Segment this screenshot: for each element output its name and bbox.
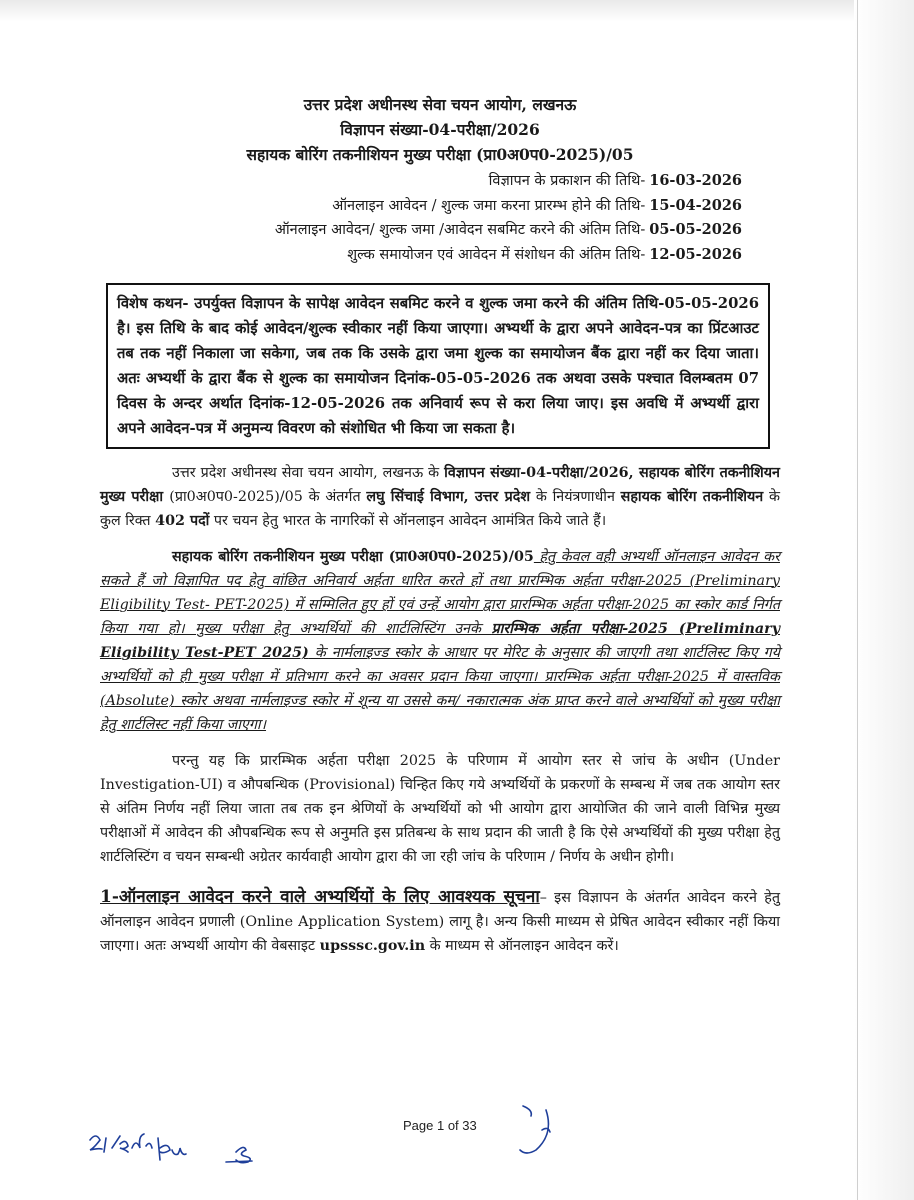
para1-text-1: उत्तर प्रदेश अधीनस्थ सेवा चयन आयोग, लखनऊ के bbox=[172, 465, 445, 481]
para1-text-5: पर चयन हेतु भारत के नागरिकों से ऑनलाइन आवेदन आमंत्रित किये जाते हैं। bbox=[209, 513, 607, 529]
officer-signature bbox=[520, 1106, 550, 1153]
initials-signature bbox=[158, 1138, 252, 1163]
date-row-modification-end bbox=[100, 243, 780, 268]
page-number: Page 1 of 33 bbox=[403, 1118, 477, 1133]
special-notice-box: विशेष कथन- उपर्युक्त विज्ञापन के सापेक्ष आवेदन सबमिट करने व शुल्क जमा करने की अंतिम तिथि-05-05-2026 है। इस तिथि के बाद कोई आवेदन/शुल्क स्वीकार नहीं किया जाएगा। अभ्यर्थी के द्वारा अपने आवेदन-पत्र का प्रिंटआउट तब तक नहीं निकाला जा सकेगा, जब तक कि उसके द्वारा जमा शुल्क का समायोजन बैंक द्वारा नहीं कर दिया जाता। अतः अभ्यर्थी के द्वारा बैंक से शुल्क का समायोजन दिनांक-05-05-2026 तक अथवा उसके पश्चात विलम्बतम 07 दिवस के अन्दर अर्थात दिनांक-12-05-2026 तक अनिवार्य रूप से करा लिया जाए। इस अवधि में अभ्यर्थी द्वारा अपने आवेदन-पत्र में अनुमन्य विवरण को संशोधित भी किया जा सकता है। bbox=[106, 283, 770, 449]
para2-text-2: में सम्मिलित हुए हों एवं उन्हें आयोग द्वारा प्रारम्भिक अर्हता परीक्षा-2025 का स्कोर कार्ड निर्गत किया गया हो। मुख्य परीक्षा हेतु अभ्यर्थियों की शार्टलिस्टिंग उनके bbox=[100, 597, 780, 637]
para2-exam-name: सहायक बोरिंग तकनीशियन मुख्य परीक्षा (प्रा0अ0प0-2025)/05 bbox=[172, 549, 534, 565]
para1-text-4: के कुल रिक्त bbox=[100, 489, 780, 529]
exam-title: सहायक बोरिंग तकनीशियन मुख्य परीक्षा (प्रा0अ0प0-2025)/05 bbox=[246, 145, 634, 164]
section-text-1: – इस विज्ञापन के अंतर्गत आवेदन करने हेतु ऑनलाइन आवेदन प्रणाली (Online Application System) लागू है। अन्य किसी माध्यम से प्रेषित आवेदन स्वीकार नहीं किया जाएगा। अतः अभ्यर्थी आयोग की वेबसाइट bbox=[100, 890, 781, 954]
provisional-paragraph: परन्तु यह कि प्रारम्भिक अर्हता परीक्षा 2025 के परिणाम में आयोग स्तर से जांच के अधीन (Under Investigation-UI) व औपबन्धिक (Provisional) चिन्हित किए गये अभ्यर्थियों के प्रकरणों के सम्बन्ध में जब तक आयोग स्तर से अंतिम निर्णय नहीं लिया जाता तब तक इन श्रेणियों के अभ्यर्थियों को भी आयोग द्वारा आयोजित की जाने वाली विभिन्न मुख्य परीक्षाओं में आवेदन की औपबन्धिक रूप से अनुमति इस प्रतिबन्ध के साथ प्रदान की जाती है कि ऐसे अभ्यर्थियों की मुख्य परीक्षा हेतु शार्टलिस्टिंग व चयन सम्बन्धी अग्रेतर कार्यवाही आयोग द्वारा की जा रही जांच के परिणाम / निर्णय के अधीन होगी। bbox=[100, 753, 780, 865]
section-text-2: के माध्यम से ऑनलाइन आवेदन करें। bbox=[425, 938, 619, 954]
document-content bbox=[100, 92, 780, 958]
scan-top-shadow bbox=[0, 0, 914, 22]
para1-bold-2: लघु सिंचाई विभाग, उत्तर प्रदेश bbox=[366, 489, 531, 505]
para1-bold-4: 402 पदों bbox=[155, 513, 210, 529]
page-edge-line bbox=[857, 0, 858, 1200]
dates-list bbox=[100, 169, 780, 267]
section-heading: 1-ऑनलाइन आवेदन करने वाले अभ्यर्थियों के लिए आवश्यक सूचना bbox=[100, 887, 540, 907]
advertisement-number: विज्ञापन संख्या-04-परीक्षा/2026 bbox=[340, 120, 540, 139]
para2-absolute: (Absolute) bbox=[100, 693, 175, 709]
date-value: 12-05-2026 bbox=[649, 245, 742, 263]
date-row-application-end bbox=[100, 218, 780, 243]
para1-bold-1: विज्ञापन संख्या-04-परीक्षा/2026, सहायक बोरिंग तकनीशियन मुख्य परीक्षा bbox=[100, 465, 780, 505]
intro-paragraph bbox=[100, 461, 780, 533]
date-label: विज्ञापन के प्रकाशन की तिथि- bbox=[488, 173, 646, 189]
date-value: 16-03-2026 bbox=[649, 172, 742, 189]
para1-text-3: के नियंत्रणाधीन bbox=[530, 489, 621, 505]
date-label: ऑनलाइन आवेदन / शुल्क जमा करना प्रारम्भ होने की तिथि- bbox=[332, 197, 646, 214]
date-label: ऑनलाइन आवेदन/ शुल्क जमा /आवेदन सबमिट करने की अंतिम तिथि- bbox=[274, 222, 646, 238]
para2-text-3: के नार्मलाइज्ड स्कोर के आधार पर मेरिट के अनुसार की जाएगी तथा शार्टलिस्ट किए गये अभ्यर्थियों को ही मुख्य परीक्षा में प्रतिभाग करने का अवसर प्रदान किया जाएगा। प्रारम्भिक अर्हता परीक्षा-2025 में वास्तविक bbox=[100, 645, 780, 685]
scan-right-shadow bbox=[854, 0, 914, 1200]
date-row-publication bbox=[100, 169, 780, 194]
date-value: 15-04-2026 bbox=[649, 196, 742, 214]
handwritten-date-note bbox=[90, 1134, 152, 1152]
para2-pet-2: प्रारम्भिक अर्हता परीक्षा-2025 (Preliminary Eligibility Test-PET 2025) bbox=[100, 621, 780, 661]
date-row-application-start bbox=[100, 194, 780, 219]
para2-pet-1: (Preliminary Eligibility Test- PET-2025) bbox=[100, 573, 780, 613]
para2-text-1: हेतु केवल वही अभ्यर्थी ऑनलाइन आवेदन कर सकते हैं जो विज्ञापित पद हेतु वांछित अनिवार्य अर्हता धारित करते हों तथा प्रारम्भिक अर्हता परीक्षा-2025 bbox=[100, 549, 780, 589]
online-application-section bbox=[100, 885, 780, 958]
org-title: उत्तर प्रदेश अधीनस्थ सेवा चयन आयोग, लखनऊ bbox=[303, 95, 577, 114]
date-label: शुल्क समायोजन एवं आवेदन में संशोधन की अंतिम तिथि- bbox=[347, 246, 646, 263]
para2-text-4: स्कोर अथवा नार्मलाइज्ड स्कोर में शून्य या उससे कम/ नकारात्मक अंक प्राप्त करने वाले अभ्यर्थियों को मुख्य परीक्षा हेतु शार्टलिस्ट नहीं किया जाएगा। bbox=[100, 693, 780, 733]
date-value: 05-05-2026 bbox=[649, 221, 742, 238]
handwritten-marks bbox=[60, 1104, 820, 1184]
eligibility-paragraph bbox=[100, 545, 780, 737]
para1-text-2: (प्रा0अ0प0-2025)/05 के अंतर्गत bbox=[169, 489, 367, 505]
website-link[interactable]: upsssc.gov.in bbox=[319, 938, 426, 954]
para1-bold-3: सहायक बोरिंग तकनीशियन bbox=[620, 489, 764, 505]
